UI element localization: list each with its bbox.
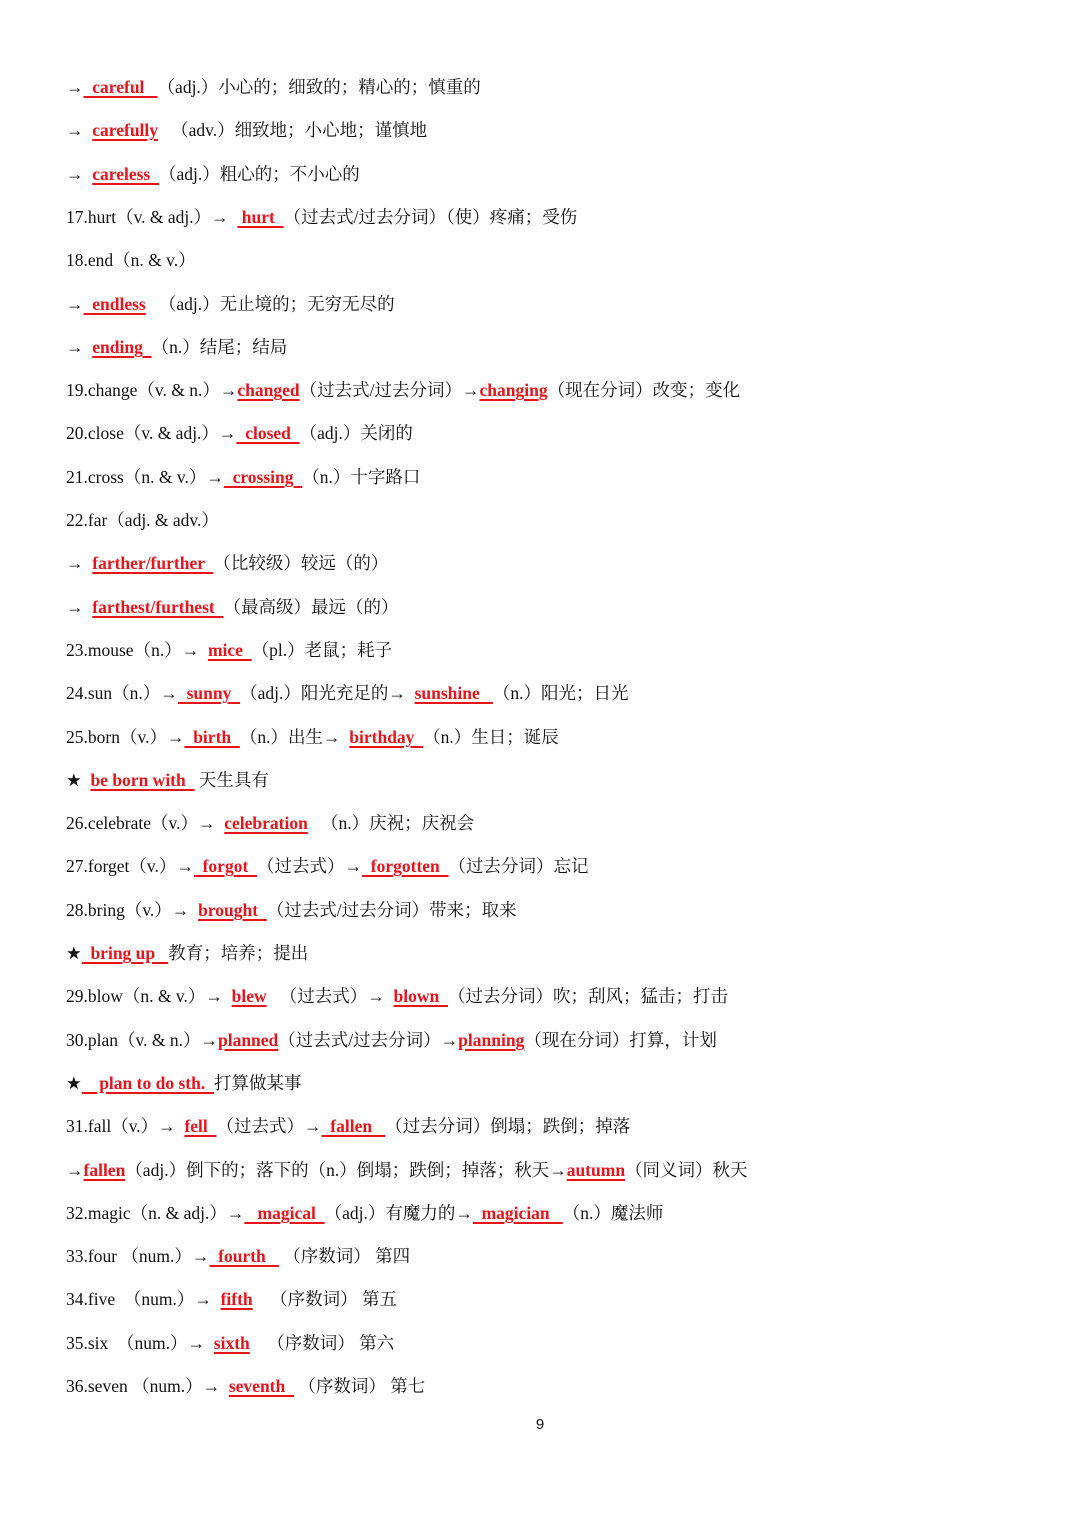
page-number: 9: [535, 1416, 545, 1433]
line-text: 30.plan（v. & n.）→: [66, 1030, 218, 1050]
answer-text: fifth: [220, 1289, 253, 1309]
answer-text: plan to do sth.: [81, 1073, 214, 1093]
line-text: →: [66, 337, 93, 357]
line-text: （过去式/过去分词）带来；取来: [266, 900, 517, 920]
line-text: 21.cross（n. & v.）→: [66, 467, 224, 487]
line-text: →: [66, 1160, 84, 1180]
line-text: →: [66, 294, 84, 314]
line-text: （adj.）阳光充足的→: [240, 683, 415, 703]
line-text: （过去式/过去分词）→: [299, 380, 480, 400]
answer-text: brought: [198, 900, 267, 920]
line-text: ★: [66, 943, 82, 963]
line-text: （adj.）有魔力的→: [324, 1203, 473, 1223]
line-text: 36.seven （num.）→: [66, 1376, 229, 1396]
vocab-line: [66, 678, 629, 708]
line-text: 22.far（adj. & adv.）: [66, 510, 219, 530]
line-text: 27.forget（v.）→: [66, 856, 194, 876]
line-text: 20.close（v. & adj.）→: [66, 423, 237, 443]
line-text: （过去分词）吹；刮风；猛击；打击: [447, 986, 728, 1006]
answer-text: endless: [83, 294, 146, 314]
line-text: （n.）结尾；结局: [151, 337, 288, 357]
line-text: （过去式）→: [257, 856, 363, 876]
vocab-line: [66, 981, 728, 1011]
vocab-line: [66, 418, 413, 448]
vocab-line: [66, 72, 481, 102]
answer-text: birth: [184, 727, 240, 747]
answer-text: seventh: [228, 1376, 294, 1396]
line-text: （n.）魔法师: [562, 1203, 664, 1223]
line-text: （过去式/过去分词）→: [278, 1030, 459, 1050]
line-text: （过去分词）忘记: [448, 856, 589, 876]
line-text: →: [66, 164, 93, 184]
vocab-line: [66, 592, 398, 622]
line-text: （adj.）粗心的；不小心的: [159, 164, 360, 184]
answer-text: autumn: [566, 1160, 626, 1180]
vocab-line: [66, 1284, 397, 1314]
answer-text: blown: [393, 986, 448, 1006]
line-text: →: [66, 553, 93, 573]
answer-text: be born with: [90, 770, 195, 790]
answer-text: crossing: [223, 467, 303, 487]
line-text: （序数词） 第七: [293, 1376, 426, 1396]
line-text: （adj.）关闭的: [299, 423, 413, 443]
vocab-line: [66, 505, 219, 535]
line-text: （过去分词）倒塌；跌倒；掉落: [385, 1116, 631, 1136]
line-text: （n.）十字路口: [302, 467, 421, 487]
line-text: （adj.）倒下的；落下的（n.）倒塌；跌倒；掉落；秋天→: [125, 1160, 567, 1180]
answer-text: carefully: [92, 120, 159, 140]
answer-text: forgotten: [362, 856, 449, 876]
line-text: 24.sun（n.）→: [66, 683, 178, 703]
vocab-line: [66, 375, 740, 405]
vocab-line: [66, 332, 287, 362]
vocab-line: [66, 722, 559, 752]
line-text: （同义词）秋天: [625, 1160, 748, 1180]
line-text: （pl.）老鼠；耗子: [251, 640, 393, 660]
line-text: →: [66, 120, 93, 140]
line-text: →: [66, 597, 93, 617]
answer-text: sixth: [213, 1333, 250, 1353]
line-text: 18.end（n. & v.）: [66, 250, 196, 270]
line-text: （比较级）较远（的）: [213, 553, 389, 573]
answer-text: celebration: [224, 813, 308, 833]
answer-text: farthest/furthest: [92, 597, 224, 617]
line-text: 25.born（v.）→: [66, 727, 185, 747]
vocab-line: [66, 808, 474, 838]
answer-text: careless: [92, 164, 159, 184]
vocab-line: [66, 245, 196, 275]
line-text: 19.change（v. & n.）→: [66, 380, 238, 400]
line-text: 教育；培养；提出: [168, 943, 309, 963]
line-text: 34.five （num.）→: [66, 1289, 221, 1309]
line-text: 17.hurt（v. & adj.）→: [66, 207, 238, 227]
answer-text: birthday: [349, 727, 424, 747]
line-text: 29.blow（n. & v.）→: [66, 986, 232, 1006]
vocab-line: [66, 1198, 663, 1228]
vocab-line: [66, 1328, 394, 1358]
line-text: 33.four （num.）→: [66, 1246, 210, 1266]
answer-text: fallen: [83, 1160, 126, 1180]
line-text: 23.mouse（n.）→: [66, 640, 208, 660]
line-text: （序数词） 第六: [249, 1333, 395, 1353]
line-text: （序数词） 第五: [252, 1289, 398, 1309]
line-text: 31.fall（v.）→: [66, 1116, 185, 1136]
line-text: （过去式）→: [266, 986, 394, 1006]
line-text: （现在分词）打算，计划: [524, 1030, 717, 1050]
answer-text: mice: [207, 640, 252, 660]
line-text: （n.）阳光；日光: [492, 683, 629, 703]
vocab-line: [66, 115, 427, 145]
line-text: 28.bring（v.）→: [66, 900, 199, 920]
answer-text: fell: [184, 1116, 217, 1136]
line-text: 32.magic（n. & adj.）→: [66, 1203, 245, 1223]
vocab-line: [66, 1371, 425, 1401]
vocab-line: [66, 635, 392, 665]
answer-text: sunny: [177, 683, 241, 703]
answer-text: ending: [92, 337, 152, 357]
answer-text: magical: [244, 1203, 325, 1223]
vocab-line: [66, 202, 577, 232]
answer-text: careful: [83, 77, 158, 97]
answer-text: forgot: [193, 856, 258, 876]
line-text: （n.）庆祝；庆祝会: [307, 813, 475, 833]
answer-text: farther/further: [92, 553, 214, 573]
answer-text: blew: [231, 986, 267, 1006]
answer-text: closed: [236, 423, 300, 443]
vocab-line: [66, 159, 360, 189]
answer-text: changing: [479, 380, 548, 400]
answer-text: changed: [237, 380, 300, 400]
line-text: （现在分词）改变；变化: [547, 380, 741, 400]
vocab-line: [66, 1155, 748, 1185]
answer-text: planned: [217, 1030, 279, 1050]
vocab-line: [66, 548, 388, 578]
vocab-line: [66, 289, 395, 319]
vocab-line: [66, 1241, 410, 1271]
vocab-line: [66, 462, 420, 492]
line-text: ★: [66, 1073, 82, 1093]
line-text: 天生具有: [194, 770, 269, 790]
vocab-line: [66, 765, 269, 795]
line-text: （最高级）最远（的）: [223, 597, 399, 617]
answer-text: fourth: [209, 1246, 279, 1266]
line-text: （n.）出生→: [239, 727, 350, 747]
line-text: 打算做某事: [213, 1073, 302, 1093]
vocab-line: [66, 1068, 301, 1098]
line-text: （adj.）无止境的；无穷无尽的: [145, 294, 395, 314]
vocab-line: [66, 938, 308, 968]
answer-text: hurt: [237, 207, 284, 227]
line-text: （n.）生日；诞辰: [423, 727, 559, 747]
vocab-line: [66, 895, 517, 925]
answer-text: sunshine: [414, 683, 493, 703]
vocab-line: [66, 1111, 630, 1141]
line-text: ★: [66, 770, 91, 790]
line-text: →: [66, 77, 84, 97]
line-text: （adj.）小心的；细致的；精心的；慎重的: [157, 77, 481, 97]
vocab-line: [66, 1025, 717, 1055]
answer-text: magician: [472, 1203, 563, 1223]
line-text: （序数词） 第四: [278, 1246, 411, 1266]
line-text: （过去式/过去分词）（使）疼痛；受伤: [283, 207, 578, 227]
line-text: （adv.）细致地；小心地；谨慎地: [158, 120, 428, 140]
answer-text: bring up: [81, 943, 169, 963]
answer-text: planning: [458, 1030, 525, 1050]
line-text: 26.celebrate（v.）→: [66, 813, 225, 833]
answer-text: fallen: [321, 1116, 386, 1136]
line-text: （过去式）→: [216, 1116, 322, 1136]
line-text: 35.six （num.）→: [66, 1333, 214, 1353]
vocab-line: [66, 851, 589, 881]
